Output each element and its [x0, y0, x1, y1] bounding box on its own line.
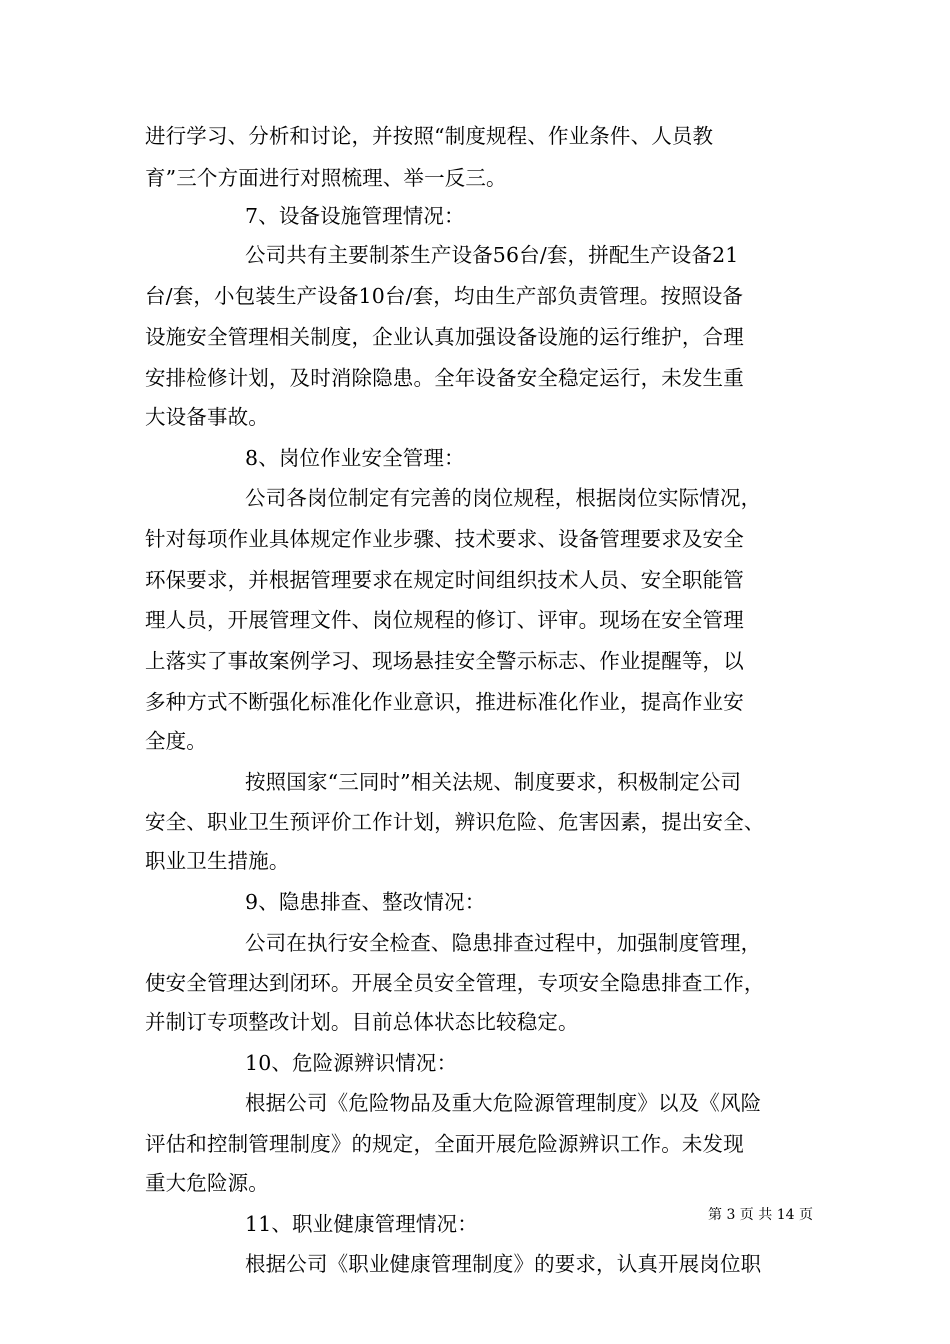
text-line: 安排检修计划，及时消除隐患。全年设备安全稳定运行，未发生重 [145, 366, 744, 390]
text-line: 公司各岗位制定有完善的岗位规程，根据岗位实际情况， [245, 486, 762, 510]
section-heading-10: 10、危险源辨识情况： [245, 1051, 458, 1075]
text-line: 按照国家“三同时”相关法规、制度要求，积极制定公司 [245, 770, 742, 794]
text-line: 台/套，小包装生产设备10台/套，均由生产部负责管理。按照设备 [145, 284, 744, 308]
page-number: 第 3 页 共 14 页 [708, 1207, 813, 1223]
text-line: 上落实了事故案例学习、现场悬挂安全警示标志、作业提醒等，以 [145, 649, 744, 673]
text-line: 根据公司《危险物品及重大危险源管理制度》以及《风险 [245, 1091, 762, 1115]
text-line: 设施安全管理相关制度，企业认真加强设备设施的运行维护，合理 [145, 325, 744, 349]
section-heading-8: 8、岗位作业安全管理： [245, 446, 465, 470]
text-line: 公司共有主要制茶生产设备56台/套，拼配生产设备21 [245, 243, 739, 267]
text-line: 理人员，开展管理文件、岗位规程的修订、评审。现场在安全管理 [145, 608, 744, 632]
text-line: 公司在执行安全检查、隐患排查过程中，加强制度管理， [245, 931, 762, 955]
text-line: 重大危险源。 [145, 1171, 269, 1195]
text-line: 针对每项作业具体规定作业步骤、技术要求、设备管理要求及安全 [145, 527, 744, 551]
section-heading-11: 11、职业健康管理情况： [245, 1212, 478, 1236]
section-heading-9: 9、隐患排查、整改情况： [245, 890, 486, 914]
text-line: 评估和控制管理制度》的规定，全面开展危险源辨识工作。未发现 [145, 1132, 744, 1156]
section-heading-7: 7、设备设施管理情况： [245, 204, 465, 228]
text-line: 安全、职业卫生预评价工作计划，辨识危险、危害因素，提出安全、 [145, 810, 765, 834]
text-line: 环保要求，并根据管理要求在规定时间组织技术人员、安全职能管 [145, 568, 744, 592]
text-line: 职业卫生措施。 [145, 849, 290, 873]
text-line: 全度。 [145, 729, 207, 753]
text-line: 育”三个方面进行对照梳理、举一反三。 [145, 166, 507, 190]
text-line: 根据公司《职业健康管理制度》的要求，认真开展岗位职 [245, 1252, 762, 1276]
text-line: 并制订专项整改计划。目前总体状态比较稳定。 [145, 1010, 579, 1034]
text-line: 使安全管理达到闭环。开展全员安全管理，专项安全隐患排查工作， [145, 971, 765, 995]
text-line: 多种方式不断强化标准化作业意识，推进标准化作业，提高作业安 [145, 690, 744, 714]
text-line: 进行学习、分析和讨论，并按照“制度规程、作业条件、人员教 [145, 124, 714, 148]
text-line: 大设备事故。 [145, 405, 269, 429]
